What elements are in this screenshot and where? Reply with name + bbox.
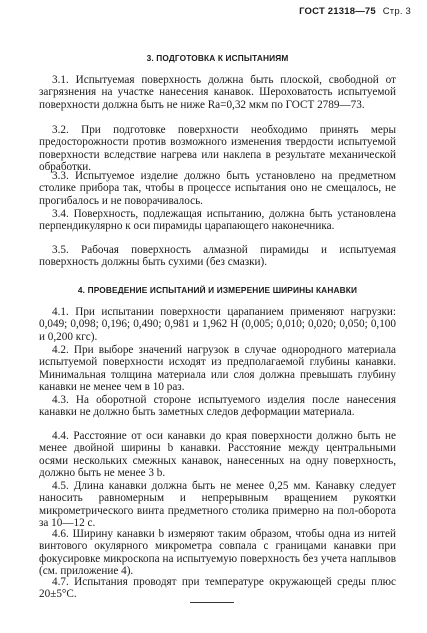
paragraph-3-5: 3.5. Рабочая поверхность алмазной пирамиды и испытуемая поверхность должны быть сухими (без смазки). xyxy=(39,244,396,269)
page-number: Стр. 3 xyxy=(382,6,411,17)
paragraph-3-4: 3.4. Поверхность, подлежащая испытанию, должна быть установлена перпендикулярно к оси пирамиды царапающего наконечника. xyxy=(39,208,396,233)
footer-divider xyxy=(190,602,234,603)
paragraph-4-5: 4.5. Длина канавки должна быть не менее 0,25 мм. Канавку следует наносить равномерным и непрерывным вращением рукоятки микрометрического винта предметного столика примерно на пол-оборота за 10—12 с. xyxy=(39,480,396,530)
paragraph-4-3: 4.3. На оборотной стороне испытуемого изделия после нанесения канавки не должно быть заметных следов деформации материала. xyxy=(39,394,396,419)
paragraph-4-6: 4.6. Ширину канавки b измеряют таким образом, чтобы одна из нитей винтового окулярного микрометра совпала с границами канавки при фокусировке микроскопа на испытуемую поверхность без учета наплывов (см. приложение 4). xyxy=(39,528,396,578)
paragraph-3-1: 3.1. Испытуемая поверхность должна быть плоской, свободной от загрязнения на участке нанесения канавок. Шероховатость испытуемой поверхности должна быть не ниже Ra=0,32 мкм по ГОСТ 2789—73. xyxy=(39,74,396,111)
paragraph-4-1: 4.1. При испытании поверхности царапанием применяют нагрузки: 0,049; 0,098; 0,196; 0,490; 0,981 и 1,962 Н (0,005; 0,010; 0,020; 0,050; 0,100 и 0,200 кгс). xyxy=(39,306,396,343)
section-3-title: 3. ПОДГОТОВКА К ИСПЫТАНИЯМ xyxy=(146,53,289,63)
paragraph-3-2: 3.2. При подготовке поверхности необходимо принять меры предосторожности против возможного изменения твердости испытуемой поверхности вследствие нагрева или наклепа в результате механической обработки. xyxy=(39,124,396,174)
page-header xyxy=(299,6,411,17)
paragraph-4-2: 4.2. При выборе значений нагрузок в случае однородного материала испытуемой поверхности исходят из предполагаемой глубины канавки. Минимальная толщина материала или слоя должна превышать глубину канавки не менее чем в 10 раз. xyxy=(39,344,396,394)
standard-number: ГОСТ 21318—75 xyxy=(299,6,376,17)
paragraph-4-7: 4.7. Испытания проводят при температуре окружающей среды плюс 20±5°С. xyxy=(39,576,396,601)
paragraph-4-4: 4.4. Расстояние от оси канавки до края поверхности должно быть не менее двойной ширины b канавки. Расстояние между центральными осями нескольких смежных канавок, нанесенных на одну поверхность, должно быть не менее 3 b. xyxy=(39,430,396,480)
section-4-title: 4. ПРОВЕДЕНИЕ ИСПЫТАНИЙ И ИЗМЕРЕНИЕ ШИРИНЫ КАНАВКИ xyxy=(77,285,358,295)
paragraph-3-3: 3.3. Испытуемое изделие должно быть установлено на предметном столике прибора так, чтобы в процессе испытания оно не смещалось, не прогибалось и не поворачивалось. xyxy=(39,170,396,207)
